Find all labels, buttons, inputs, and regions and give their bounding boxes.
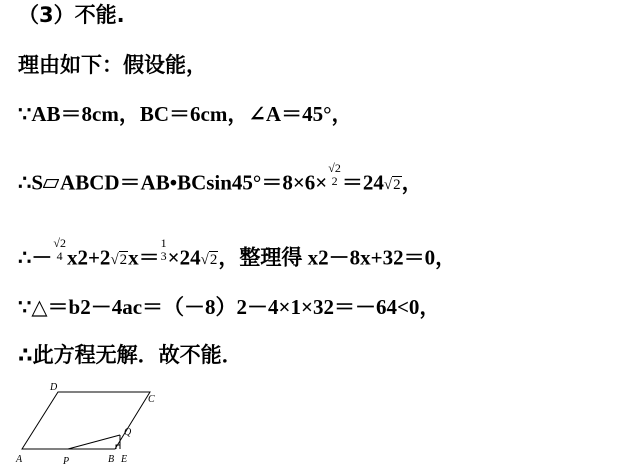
label-q: Q	[124, 427, 132, 438]
sqrt-expression	[384, 172, 402, 193]
sqrt-expression	[110, 247, 128, 268]
fraction-denominator: 2	[331, 173, 338, 188]
part3-answer-text: （3）不能.	[18, 3, 125, 27]
equation-prefix: ∴－	[18, 245, 53, 270]
label-e: E	[121, 454, 128, 465]
given-values-text: ∵AB＝8cm，BC＝6cm，∠A＝45°，	[18, 102, 353, 126]
radical-sign-icon: √	[200, 252, 209, 269]
parallelogram-figure	[0, 380, 180, 470]
fraction-denominator: 3	[160, 248, 167, 263]
fraction-denominator: 4	[56, 248, 63, 263]
area-suffix: ，	[401, 170, 423, 195]
sqrt-expression	[201, 247, 219, 268]
equation-part4: ，整理得 x2－8x+32＝0，	[218, 245, 457, 270]
label-d: D	[50, 382, 58, 393]
line-discriminant	[18, 297, 440, 318]
fraction-sqrt2-over-4	[53, 237, 66, 262]
area-equals: ＝24	[341, 170, 384, 195]
equation-part2: x＝	[128, 245, 160, 270]
line-reason-intro	[18, 55, 207, 76]
line-part3-answer	[18, 5, 125, 26]
parallelogram-abcd	[22, 392, 150, 449]
segment-pq	[68, 435, 120, 449]
line-equation	[18, 236, 457, 272]
area-expression: ABCD＝AB•BCsin45°＝8×6×	[60, 170, 328, 195]
fraction-numerator: 1	[160, 236, 167, 250]
sqrt-radicand: 2	[393, 177, 401, 194]
reason-intro-text: 理由如下：假设能，	[18, 53, 207, 77]
label-p: P	[63, 456, 70, 467]
conclusion-text: ∴此方程无解．故不能．	[18, 343, 243, 367]
discriminant-text: ∵△＝b2－4ac＝（－8）2－4×1×32＝－64<0，	[18, 295, 441, 319]
label-c: C	[148, 394, 155, 405]
sqrt-radicand: 2	[119, 252, 128, 269]
line-area-formula	[18, 161, 423, 197]
label-b: B	[108, 454, 115, 465]
line-conclusion	[18, 345, 243, 366]
area-prefix: ∴S	[18, 170, 44, 195]
line-given-values	[18, 104, 353, 125]
sqrt-radicand: 2	[209, 252, 218, 269]
fraction-numerator: √2	[328, 161, 341, 175]
fraction-numerator: √2	[53, 236, 66, 250]
parallelogram-symbol-icon	[43, 179, 59, 188]
label-a: A	[16, 454, 23, 465]
radical-sign-icon: √	[383, 177, 393, 194]
fraction-1-over-3	[161, 237, 167, 262]
equation-part3: ×24	[167, 245, 201, 270]
equation-part1: x2+2	[66, 245, 111, 270]
fraction-sqrt2-over-2	[328, 162, 341, 187]
radical-sign-icon: √	[110, 252, 119, 269]
